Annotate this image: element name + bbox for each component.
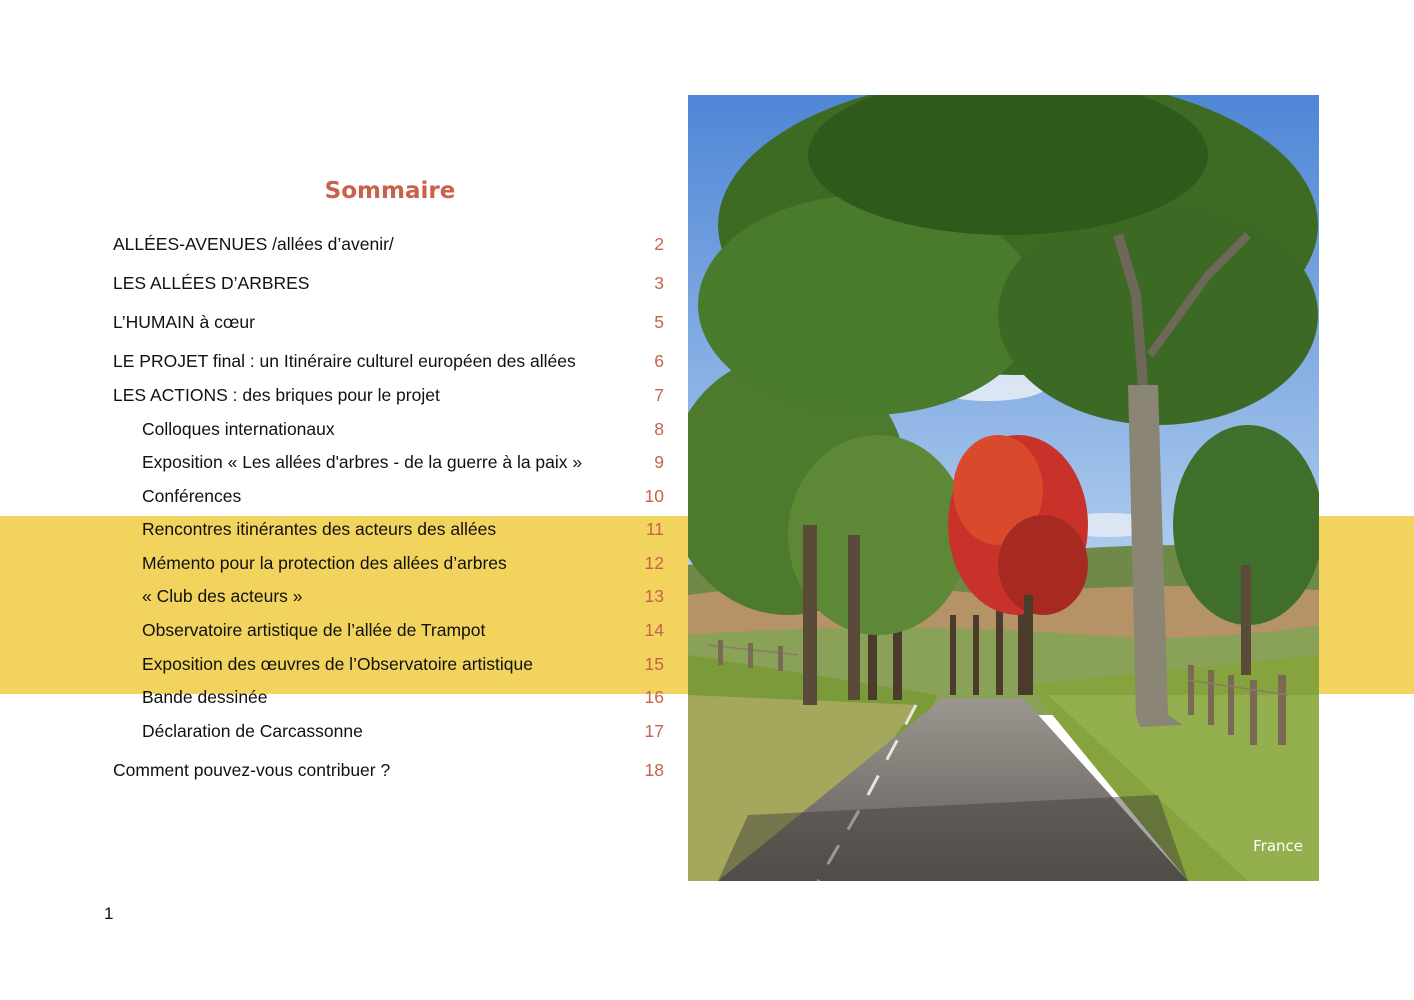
toc-subentry[interactable] (0, 651, 680, 677)
toc-subentry[interactable] (0, 449, 680, 475)
toc-entry-label: L’HUMAIN à cœur (113, 312, 255, 332)
toc-entry[interactable] (0, 382, 680, 408)
toc-entry-page: 9 (654, 452, 664, 472)
toc-subentry[interactable] (0, 483, 680, 509)
toc-subentry[interactable] (0, 583, 680, 609)
toc-entry-page: 13 (644, 586, 664, 606)
toc-entry-label: LES ACTIONS : des briques pour le projet (113, 385, 440, 405)
toc-subentry[interactable] (0, 718, 680, 744)
toc-entry-label: Exposition « Les allées d'arbres - de la guerre à la paix » (142, 452, 583, 472)
toc-entry[interactable] (0, 757, 680, 783)
page-title: Sommaire (324, 178, 456, 204)
toc-subentry[interactable] (0, 684, 680, 710)
toc-entry[interactable] (0, 309, 680, 335)
toc-subentry[interactable] (0, 416, 680, 442)
toc-entry-page: 18 (644, 760, 664, 780)
toc-entry-label: Conférences (142, 486, 242, 506)
toc-entry-page: 15 (644, 654, 664, 674)
toc-entry-label: Exposition des œuvres de l’Observatoire artistique (142, 654, 534, 674)
toc-entry-page: 11 (645, 519, 664, 539)
toc-entry-page: 7 (654, 385, 664, 405)
toc-entry-page: 6 (654, 351, 664, 371)
toc-subentry[interactable] (0, 617, 680, 643)
toc-entry-label: Rencontres itinérantes des acteurs des allées (142, 519, 497, 539)
toc-entry-label: « Club des acteurs » (142, 586, 303, 606)
toc-entry-label: Déclaration de Carcassonne (142, 721, 363, 741)
tree-alley-photo (688, 95, 1319, 881)
toc-entry-label: Comment pouvez-vous contribuer ? (113, 760, 391, 780)
toc-entry-page: 14 (644, 620, 664, 640)
toc-subentry[interactable] (0, 550, 680, 576)
toc-entry-label: Bande dessinée (142, 687, 268, 707)
toc-entry-label: Colloques internationaux (142, 419, 335, 439)
toc-entry-page: 12 (644, 553, 664, 573)
toc-entry-label: ALLÉES-AVENUES /allées d’avenir/ (113, 234, 394, 254)
toc-entry-page: 5 (654, 312, 664, 332)
toc-entry[interactable] (0, 231, 680, 257)
toc-entry-page: 8 (654, 419, 664, 439)
toc-entry-page: 2 (654, 234, 664, 254)
toc-entry-label: Mémento pour la protection des allées d’arbres (142, 553, 507, 573)
toc-entry-page: 10 (644, 486, 664, 506)
toc-entry[interactable] (0, 348, 680, 374)
toc-entry-page: 16 (644, 687, 664, 707)
toc-entry-label: LES ALLÉES D’ARBRES (113, 273, 310, 293)
toc-entry-label: LE PROJET final : un Itinéraire culturel européen des allées (113, 351, 576, 371)
toc-subentry[interactable] (0, 516, 680, 542)
toc-entry[interactable] (0, 270, 680, 296)
page-number: 1 (104, 904, 114, 923)
toc-entry-page: 3 (654, 273, 664, 293)
photo-caption: France (1253, 837, 1303, 855)
toc-entry-label: Observatoire artistique de l’allée de Trampot (142, 620, 486, 640)
toc-entry-page: 17 (644, 721, 664, 741)
